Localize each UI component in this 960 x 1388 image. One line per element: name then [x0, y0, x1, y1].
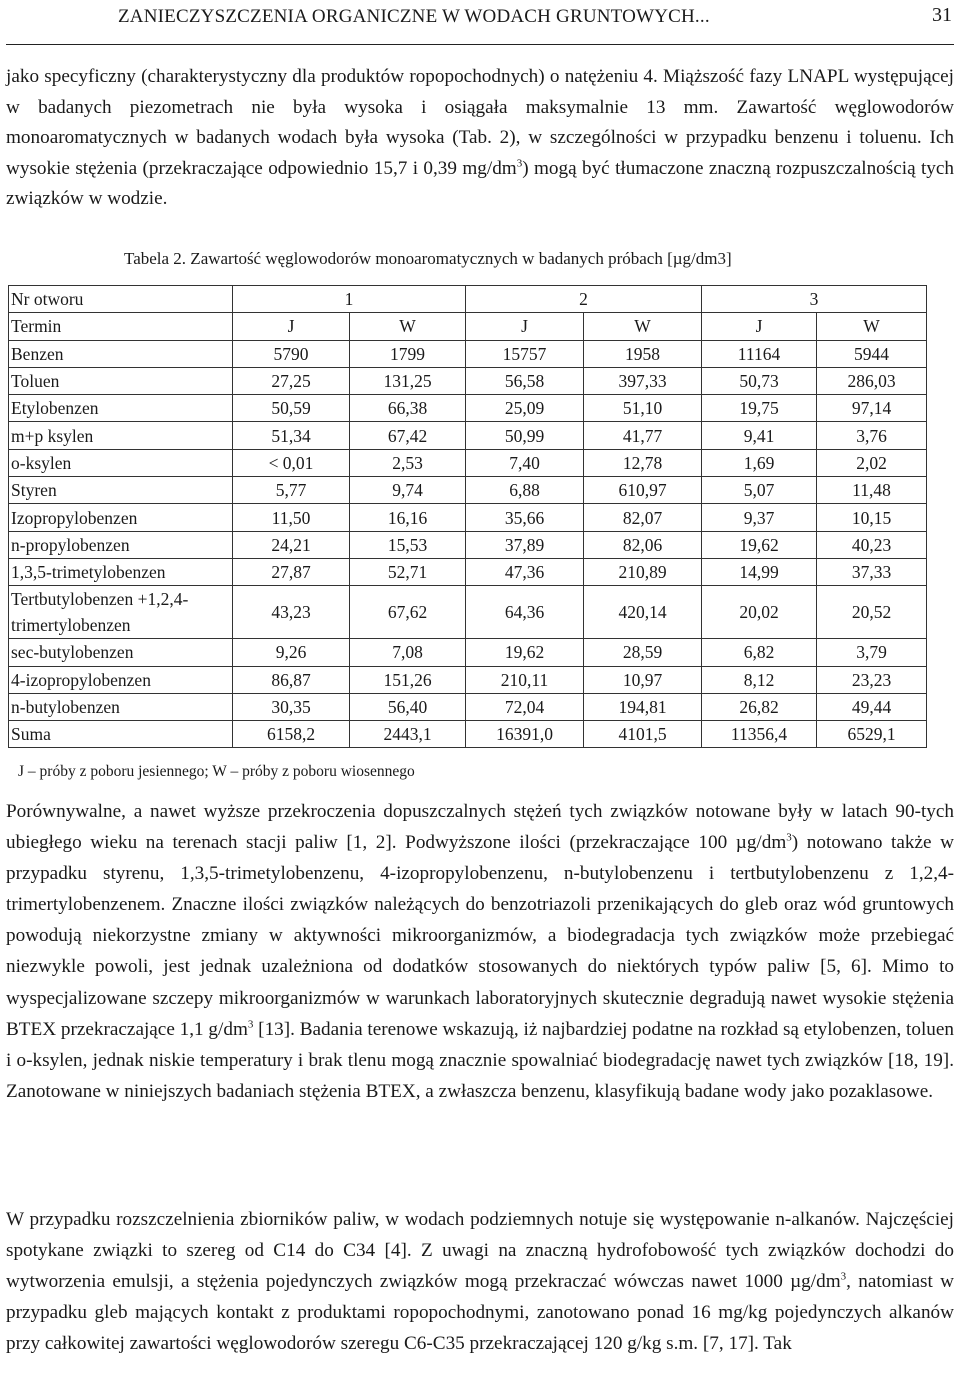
- value-cell: 5790: [233, 340, 350, 367]
- running-title: ZANIECZYSZCZENIA ORGANICZNE W WODACH GRUNTOWYCH...: [118, 6, 710, 27]
- value-cell: 82,07: [584, 504, 702, 531]
- value-cell: 51,34: [233, 422, 350, 449]
- header-cell: Nr otworu: [9, 286, 233, 313]
- term-cell: W: [584, 313, 702, 340]
- value-cell: 37,33: [817, 558, 927, 585]
- value-cell: 5,07: [702, 477, 817, 504]
- value-cell: 25,09: [466, 395, 584, 422]
- value-cell: 67,62: [350, 586, 466, 639]
- value-cell: 1958: [584, 340, 702, 367]
- value-cell: 7,08: [350, 639, 466, 666]
- value-cell: 27,87: [233, 558, 350, 585]
- value-cell: 19,75: [702, 395, 817, 422]
- value-cell: 10,15: [817, 504, 927, 531]
- value-cell: 10,97: [584, 666, 702, 693]
- value-cell: 97,14: [817, 395, 927, 422]
- term-cell: J: [233, 313, 350, 340]
- value-cell: 66,38: [350, 395, 466, 422]
- value-cell: 2,02: [817, 449, 927, 476]
- value-cell: 7,40: [466, 449, 584, 476]
- compound-name: Styren: [9, 477, 233, 504]
- compound-name: n-butylobenzen: [9, 693, 233, 720]
- value-cell: 49,44: [817, 693, 927, 720]
- value-cell: 40,23: [817, 531, 927, 558]
- compound-name: Tertbutylobenzen +1,2,4-trimertylobenzen: [9, 586, 233, 639]
- value-cell: 47,36: [466, 558, 584, 585]
- value-cell: 82,06: [584, 531, 702, 558]
- compound-name: 4-izopropylobenzen: [9, 666, 233, 693]
- value-cell: 5,77: [233, 477, 350, 504]
- table-caption: Tabela 2. Zawartość węglowodorów monoaromatycznych w badanych próbach [µg/dm3]: [124, 249, 732, 268]
- compound-name: Benzen: [9, 340, 233, 367]
- value-cell: 30,35: [233, 693, 350, 720]
- value-cell: 16,16: [350, 504, 466, 531]
- term-cell: W: [817, 313, 927, 340]
- value-cell: 11164: [702, 340, 817, 367]
- value-cell: 41,77: [584, 422, 702, 449]
- value-cell: 194,81: [584, 693, 702, 720]
- table-row: [9, 422, 927, 449]
- compound-name: Izopropylobenzen: [9, 504, 233, 531]
- well-number: 2: [466, 286, 702, 313]
- value-cell: 20,02: [702, 586, 817, 639]
- value-cell: 4101,5: [584, 721, 702, 748]
- value-cell: 56,40: [350, 693, 466, 720]
- table-row: [9, 340, 927, 367]
- value-cell: 3,79: [817, 639, 927, 666]
- value-cell: < 0,01: [233, 449, 350, 476]
- value-cell: 37,89: [466, 531, 584, 558]
- value-cell: 67,42: [350, 422, 466, 449]
- table-footnote: J – próby z poboru jesiennego; W – próby z poboru wiosennego: [18, 763, 415, 780]
- value-cell: 11,50: [233, 504, 350, 531]
- header-cell: Termin: [9, 313, 233, 340]
- table-row: [9, 477, 927, 504]
- value-cell: 52,71: [350, 558, 466, 585]
- table-row: [9, 639, 927, 666]
- value-cell: 28,59: [584, 639, 702, 666]
- value-cell: 15757: [466, 340, 584, 367]
- value-cell: 2,53: [350, 449, 466, 476]
- value-cell: 16391,0: [466, 721, 584, 748]
- value-cell: 210,11: [466, 666, 584, 693]
- compound-name: n-propylobenzen: [9, 531, 233, 558]
- value-cell: 6,88: [466, 477, 584, 504]
- value-cell: 8,12: [702, 666, 817, 693]
- value-cell: 20,52: [817, 586, 927, 639]
- compound-name: Suma: [9, 721, 233, 748]
- value-cell: 15,53: [350, 531, 466, 558]
- value-cell: 50,73: [702, 367, 817, 394]
- value-cell: 151,26: [350, 666, 466, 693]
- value-cell: 131,25: [350, 367, 466, 394]
- table-row: [9, 367, 927, 394]
- compound-name: sec-butylobenzen: [9, 639, 233, 666]
- compound-name: Toluen: [9, 367, 233, 394]
- value-cell: 9,37: [702, 504, 817, 531]
- value-cell: 3,76: [817, 422, 927, 449]
- value-cell: 210,89: [584, 558, 702, 585]
- value-cell: 2443,1: [350, 721, 466, 748]
- value-cell: 86,87: [233, 666, 350, 693]
- table-row: [9, 666, 927, 693]
- table-row: [9, 449, 927, 476]
- compound-name: m+p ksylen: [9, 422, 233, 449]
- value-cell: 27,25: [233, 367, 350, 394]
- table-row: [9, 504, 927, 531]
- value-cell: 1,69: [702, 449, 817, 476]
- value-cell: 19,62: [702, 531, 817, 558]
- compound-name: o-ksylen: [9, 449, 233, 476]
- value-cell: 26,82: [702, 693, 817, 720]
- value-cell: 24,21: [233, 531, 350, 558]
- table-row: [9, 586, 927, 639]
- table-row: [9, 531, 927, 558]
- term-cell: J: [466, 313, 584, 340]
- paragraph-comparison: Porównywalne, a nawet wyższe przekroczenia dopuszczalnych stężeń tych związków notowane były w latach 90-tych ubiegłego wieku na terenach stacji paliw [1, 2]. Podwyższone ilości (przekraczające 100 $\mu g/dm^3$) notowano także w przypadku styrenu, 1,3,5-trimetylobenzenu, 4-izopropylobenzenu, n-butylobenzenu i tertbutylobenzenu z 1,2,4-trimertylobenzenem. Znaczne ilości związków należących do benzotriazoli przenikających do gleb oraz wód gruntowych powodują niekorzystne zmiany w aktywności mikroorganizmów, a biodegradacja tych związków może przebiegać niezwykle powoli, jest jednak uzależniona od dodatków stosowanych do niektórych typów paliw [5, 6]. Mimo to wyspecjalizowane szczepy mikroorganizmów w warunkach laboratoryjnych skutecznie degradują nawet wysokie stężenia BTEX przekraczające 1,1 $g/dm^3$ [13]. Badania terenowe wskazują, iż najbardziej podatne na rozkład są etylobenzen, toluen i o-ksylen, jednak niskie temperatury i brak tlenu mogą znacznie spowalniać biodegradację nawet tych związków [18, 19]. Zanotowane w niniejszych badaniach stężenia BTEX, a zwłaszcza benzenu, klasyfikują badane wody jako pozaklasowe.: [6, 801, 954, 1102]
- value-cell: 397,33: [584, 367, 702, 394]
- value-cell: 14,99: [702, 558, 817, 585]
- paragraph-alkanes: W przypadku rozszczelnienia zbiorników paliw, w wodach podziemnych notuje się występowanie n-alkanów. Najczęściej spotykane związki to szereg od C14 do C34 [4]. Z uwagi na znaczną hydrofobowość tych związków dochodzi do wytworzenia emulsji, a stężenia pojedynczych związków mogą przekraczać wówczas nawet 1000 $\mu g/dm^3$, natomiast w przypadku gleb mających kontakt z produktami ropopochodnymi, zanotowano ponad 16 mg/kg pojedynczych alkanów przy całkowitej zawartości węglowodorów szeregu C6-C35 przekraczającej 120 g/kg s.m. [7, 17]. Tak: [6, 1209, 954, 1355]
- running-header: [6, 0, 954, 45]
- table-row: [9, 395, 927, 422]
- well-number: 1: [233, 286, 466, 313]
- value-cell: 19,62: [466, 639, 584, 666]
- value-cell: 286,03: [817, 367, 927, 394]
- value-cell: 43,23: [233, 586, 350, 639]
- value-cell: 11356,4: [702, 721, 817, 748]
- value-cell: 6158,2: [233, 721, 350, 748]
- value-cell: 5944: [817, 340, 927, 367]
- page-number: 31: [932, 4, 952, 26]
- value-cell: 1799: [350, 340, 466, 367]
- value-cell: 9,74: [350, 477, 466, 504]
- well-number: 3: [702, 286, 927, 313]
- value-cell: 56,58: [466, 367, 584, 394]
- value-cell: 35,66: [466, 504, 584, 531]
- table-header-wells: [9, 286, 927, 313]
- value-cell: 11,48: [817, 477, 927, 504]
- value-cell: 64,36: [466, 586, 584, 639]
- value-cell: 23,23: [817, 666, 927, 693]
- value-cell: 9,26: [233, 639, 350, 666]
- value-cell: 51,10: [584, 395, 702, 422]
- compound-name: Etylobenzen: [9, 395, 233, 422]
- value-cell: 420,14: [584, 586, 702, 639]
- value-cell: 6529,1: [817, 721, 927, 748]
- value-cell: 12,78: [584, 449, 702, 476]
- paragraph-lnapl-btex: jako specyficzny (charakterystyczny dla produktów ropopochodnych) o natężeniu 4. Miąższość fazy LNAPL występującej w badanych piezometrach nie była wysoka i osiągała maksymalnie 13 mm. Zawartość węglowodorów monoaromatycznych w badanych wodach była wysoka (Tab. 2), w szczególności w przypadku benzenu i toluenu. Ich wysokie stężenia (przekraczające odpowiednio 15,7 i 0,39 $mg/dm^3$) mogą być tłumaczone znaczną rozpuszczalnością tych związków w wodzie.: [6, 66, 954, 210]
- table-header-terms: [9, 313, 927, 340]
- term-cell: J: [702, 313, 817, 340]
- value-cell: 72,04: [466, 693, 584, 720]
- value-cell: 6,82: [702, 639, 817, 666]
- hydrocarbon-table: [8, 285, 927, 748]
- value-cell: 610,97: [584, 477, 702, 504]
- table-row: [9, 693, 927, 720]
- compound-name: 1,3,5-trimetylobenzen: [9, 558, 233, 585]
- term-cell: W: [350, 313, 466, 340]
- value-cell: 9,41: [702, 422, 817, 449]
- value-cell: 50,59: [233, 395, 350, 422]
- table-row: [9, 721, 927, 748]
- value-cell: 50,99: [466, 422, 584, 449]
- table-row: [9, 558, 927, 585]
